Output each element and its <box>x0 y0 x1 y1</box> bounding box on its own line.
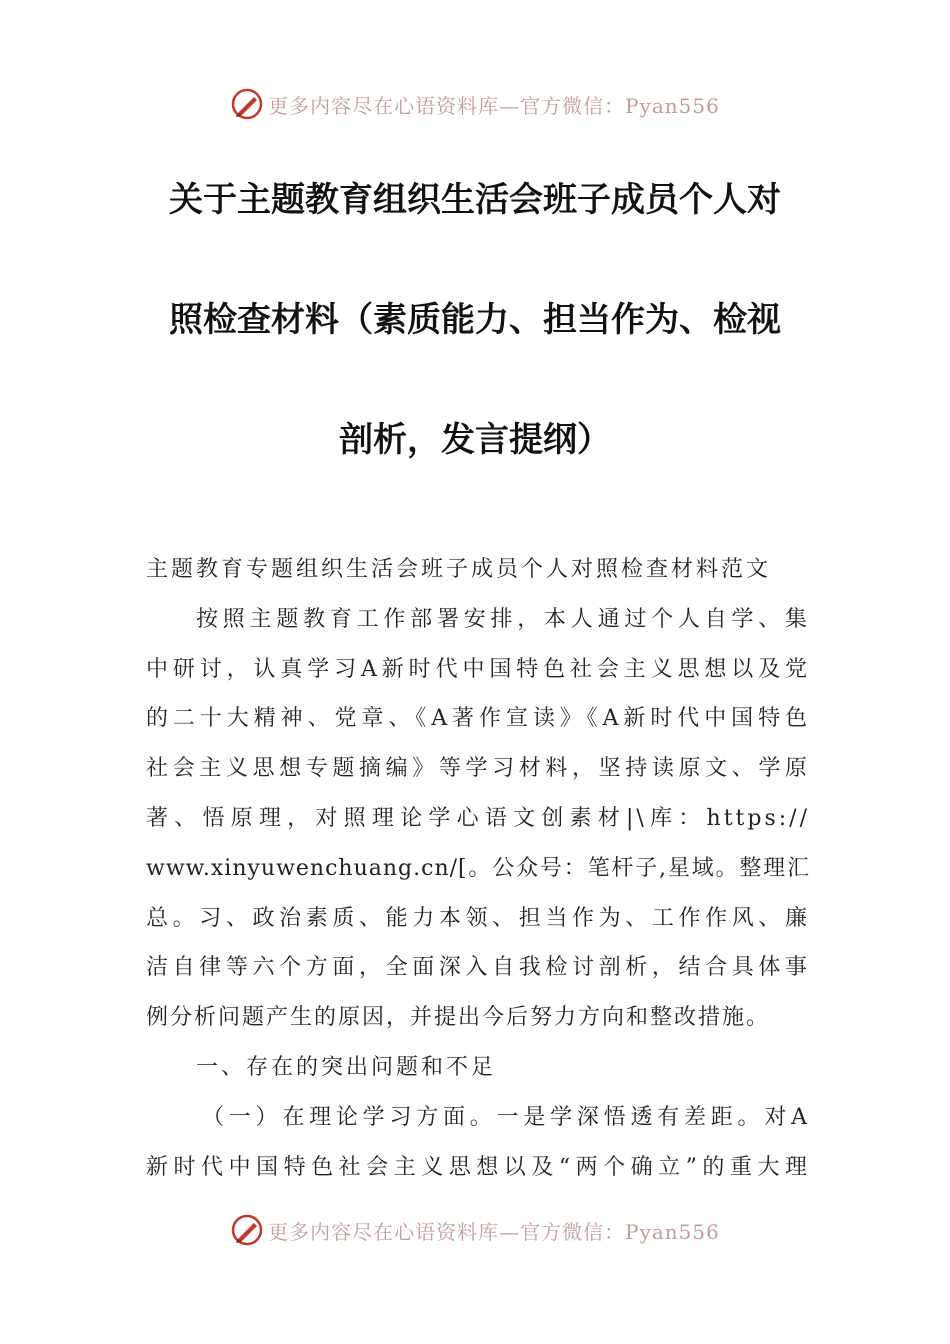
document-title <box>150 150 800 510</box>
title-line: 照检查材料（素质能力、担当作为、检视 <box>169 300 781 340</box>
watermark-text: 更多内容尽在心语资料库—官方微信：Pyan556 <box>268 1219 720 1244</box>
title-line: 剖析，发言提纲） <box>339 420 611 460</box>
paragraph-line: 的二十大精神、党章、《A著作宣读》《A新时代中国特色 <box>146 706 810 732</box>
pen-circle-logo-icon <box>230 87 264 121</box>
section-heading: 一、存在的突出问题和不足 <box>196 1054 497 1080</box>
paragraph-line: www.xinyuwenchuang.cn/[。公众号：笔杆子,星域。整理汇 <box>146 855 810 881</box>
header-watermark <box>0 84 950 124</box>
paragraph-line: 例分析问题产生的原因，并提出今后努力方向和整改措施。 <box>146 1005 771 1031</box>
title-line: 关于主题教育组织生活会班子成员个人对 <box>169 180 781 220</box>
paragraph-line: （一）在理论学习方面。一是学深悟透有差距。对A <box>202 1104 810 1130</box>
paragraph-line: 总。习、政治素质、能力本领、担当作为、工作作风、廉 <box>146 905 810 931</box>
paragraph-line: 洁自律等六个方面，全面深入自我检讨剖析，结合具体事 <box>146 955 810 981</box>
paragraph-line: 中研讨，认真学习A新时代中国特色社会主义思想以及党 <box>146 656 810 682</box>
paragraph-line: 著、悟原理，对照理论学心语文创素材|\库：https:// <box>146 805 810 831</box>
document-body <box>146 548 810 1195</box>
pen-circle-logo-icon <box>230 1213 264 1247</box>
paragraph-line: 新时代中国特色社会主义思想以及“两个确立”的重大理 <box>146 1154 810 1180</box>
paragraph-line: 社会主义思想专题摘编》等学习材料，坚持读原文、学原 <box>146 756 810 782</box>
watermark-text: 更多内容尽在心语资料库—官方微信：Pyan556 <box>268 93 720 118</box>
footer-watermark <box>0 1210 950 1250</box>
paragraph-line: 按照主题教育工作部署安排，本人通过个人自学、集 <box>196 606 810 632</box>
subtitle-line: 主题教育专题组织生活会班子成员个人对照检查材料范文 <box>146 557 772 582</box>
